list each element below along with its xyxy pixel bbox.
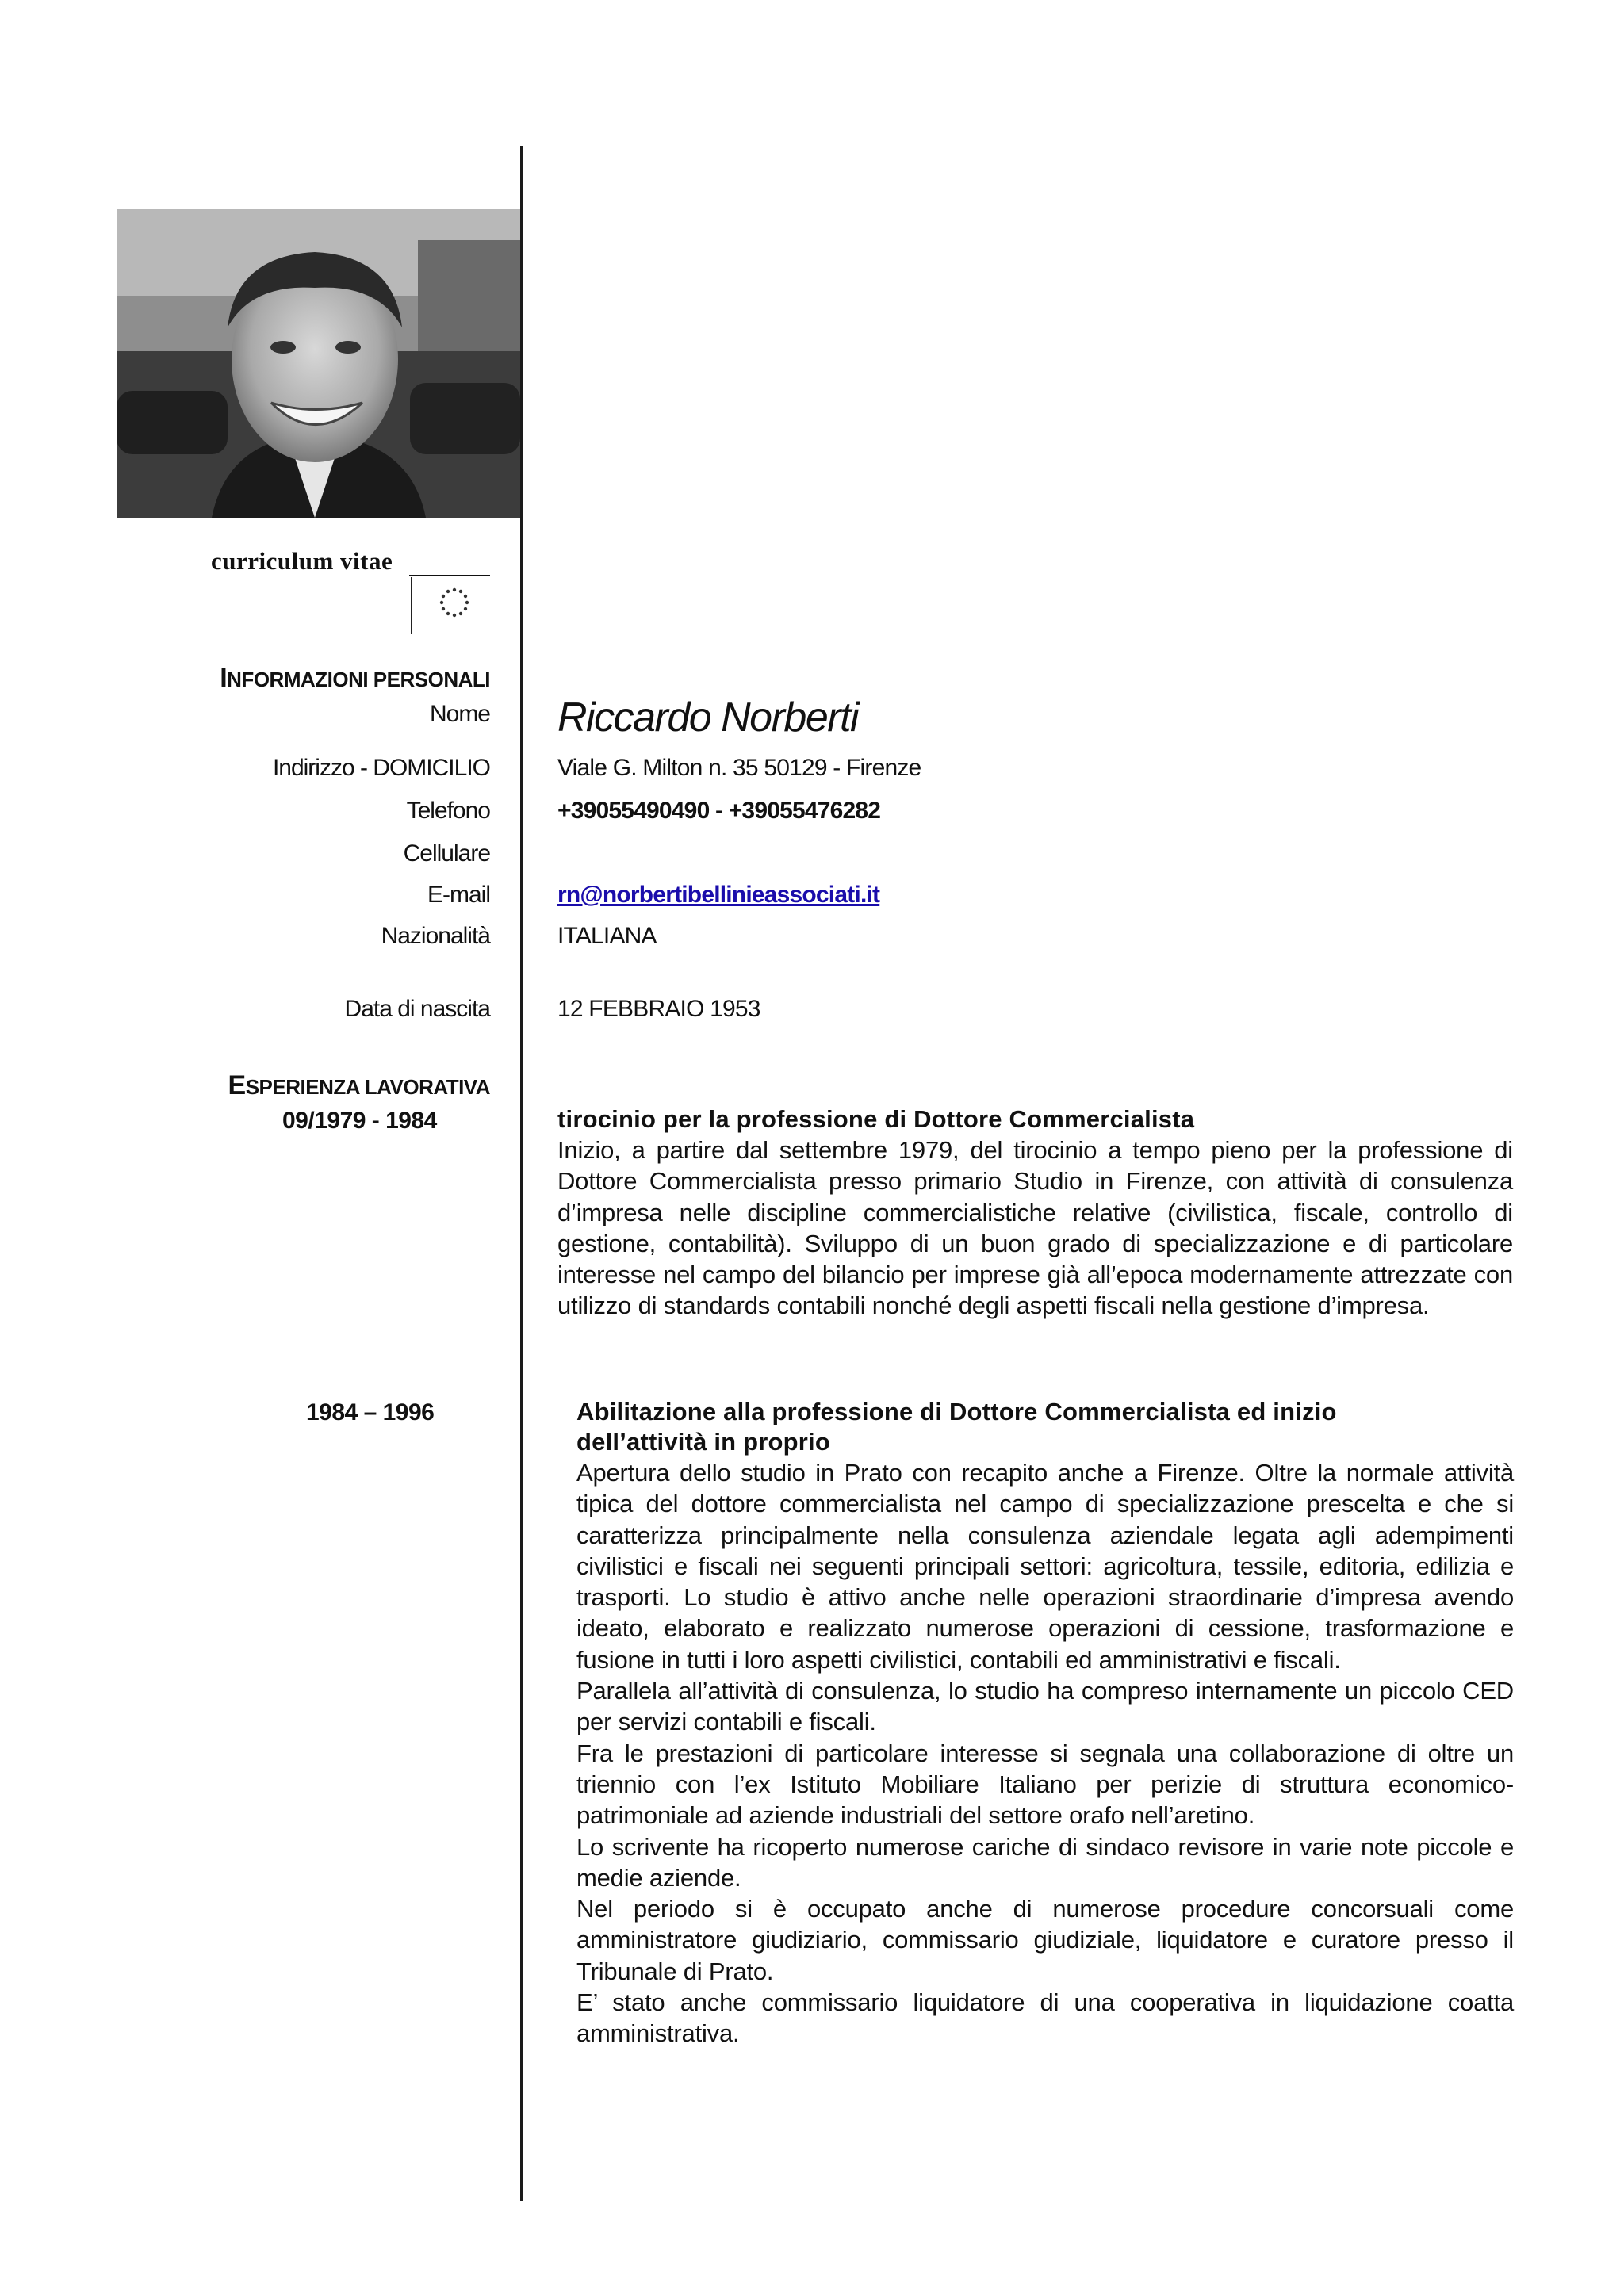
value-indirizzo: Viale G. Milton n. 35 50129 - Firenze [557,755,921,781]
job-entry [557,1104,1513,1322]
email-link[interactable]: rn@norbertibellinieassociati.it [557,882,880,908]
job-description [557,1135,1513,1322]
section-title-cap: I [220,663,228,693]
section-title-cap: E [228,1070,246,1100]
job-paragraph: Fra le prestazioni di particolare interesse si segnala una collaborazione di oltre un triennio con l’ex Istituto Mobiliare Italiano per perizie di struttura economico-patrimoniale ad aziende industriali del settore orafo nell’aretino. [576,1739,1514,1830]
job-paragraph: Inizio, a partire dal settembre 1979, del tirocinio a tempo pieno per la professione di Dottore Commercialista presso primario Studio in Firenze, con attività di consulenza d’impresa nelle discipline commercialistiche relative (civilistica, fiscale, controllo di gestione, contabilità). Sviluppo di un buon grado di specializzazione e di particolare interesse nel campo del bilancio per imprese già all’epoca modernamente attrezzate con utilizzo di standards contabili nonché degli aspetti fiscali nella gestione d’impresa. [557,1136,1513,1320]
job-paragraph: E’ stato anche commissario liquidatore di una cooperativa in liquidazione coatta amministrativa. [576,1988,1514,2048]
label-cellulare: Cellulare [403,840,490,867]
section-title-rest: NFORMAZIONI PERSONALI [227,668,490,691]
value-nazionalita: ITALIANA [557,923,657,949]
label-email: E-mail [427,882,490,908]
job-description [576,1457,1514,2049]
label-data-nascita: Data di nascita [344,996,490,1022]
cv-title-underline [409,575,490,576]
job-title: Abilitazione alla professione di Dottore Commercialista ed inizio dell’attività in proprio [576,1398,1337,1456]
job-title: tirocinio per la professione di Dottore Commercialista [557,1105,1195,1133]
job-entry [576,1397,1514,2049]
section-title-rest: SPERIENZA LAVORATIVA [245,1075,490,1099]
value-nome: Riccardo Norberti [557,695,859,740]
cv-title: curriculum vitae [211,547,393,575]
label-nome: Nome [429,701,490,727]
job-period: 1984 – 1996 [306,1399,435,1425]
eu-stars-icon [411,577,490,634]
value-telefono: +39055490490 - +39055476282 [557,798,881,824]
job-paragraph: Apertura dello studio in Prato con recapito anche a Firenze. Oltre la normale attività tipica del dottore commercialista nel campo di specializzazione prescelta e che si caratterizza principalmente nella consulenza aziendale legata agli adempimenti civilistici e fiscali nei seguenti principali settori: agricoltura, tessile, editoria, edilizia e trasporti. Lo studio è attivo anche nelle operazioni straordinarie d’impresa avendo ideato, elaborato e realizzato numerose operazioni di cessione, trasformazione e fusione in tutti i loro aspetti civilistici, contabili ed amministrativi e fiscali. [576,1459,1514,1674]
job-paragraph: Parallela all’attività di consulenza, lo studio ha compreso internamente un piccolo CED per servizi contabili e fiscali. [576,1677,1514,1736]
section-title-experience [228,1070,490,1101]
job-paragraph: Nel periodo si è occupato anche di numerose procedure concorsuali come amministratore giudiziario, commissario giudiziale, liquidatore e curatore presso il Tribunale di Prato. [576,1895,1514,1985]
section-title-personal [220,663,490,694]
vertical-divider [520,146,523,2201]
label-nazionalita: Nazionalità [381,923,490,949]
job-paragraph: Lo scrivente ha ricoperto numerose cariche di sindaco revisore in varie note piccole e medie aziende. [576,1832,1514,1892]
label-telefono: Telefono [406,798,490,824]
portrait-photo [117,209,520,518]
job-period: 09/1979 - 1984 [282,1108,437,1134]
value-data-nascita: 12 FEBBRAIO 1953 [557,996,760,1022]
label-indirizzo: Indirizzo - DOMICILIO [272,755,490,781]
